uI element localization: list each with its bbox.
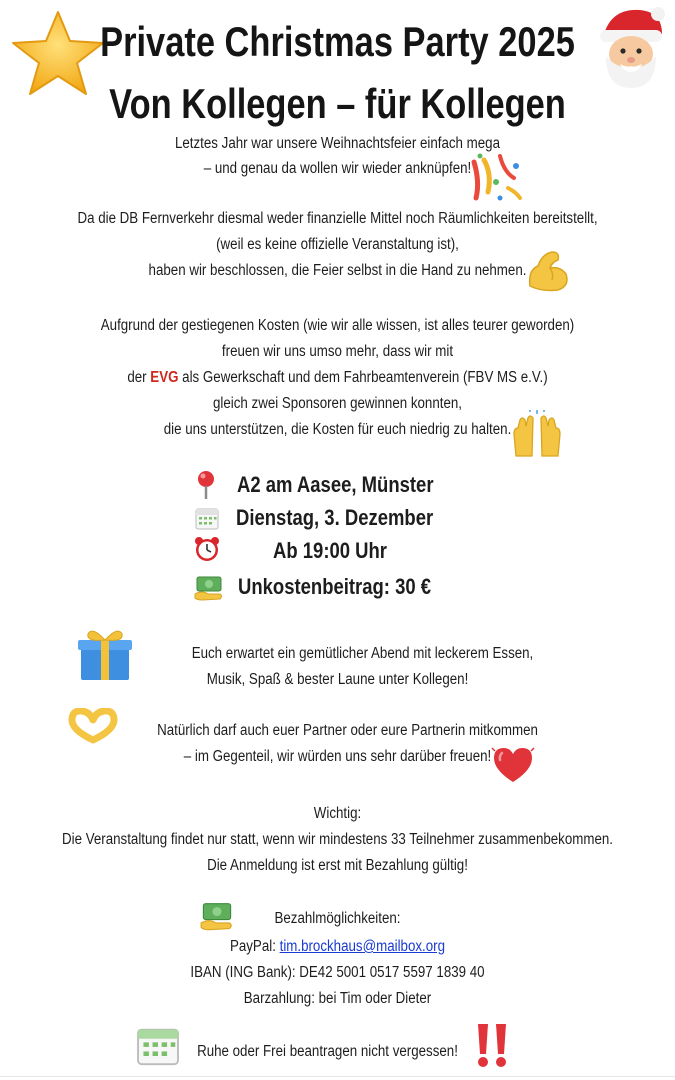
expect-line-2: Musik, Spaß & bester Laune unter Kollegen! xyxy=(206,671,469,688)
event-time: Ab 19:00 Uhr xyxy=(273,538,388,563)
paragraph2-line-3-suffix: als Gewerkschaft und dem Fahrbeamtenverein (FBV MS e.V.) xyxy=(182,369,548,386)
money-hand-icon xyxy=(194,572,224,602)
event-fee: Unkostenbeitrag: 30 € xyxy=(238,574,432,599)
paragraph2-line-2: freuen wir uns umso mehr, dass wir mit xyxy=(221,343,454,360)
intro-line-1: Letztes Jahr war unsere Weihnachtsfeier einfach mega xyxy=(174,135,501,152)
footer-reminder: Ruhe oder Frei beantragen nicht vergessen! xyxy=(197,1043,458,1060)
location-pin-icon xyxy=(194,470,218,500)
page-subtitle: Von Kollegen – für Kollegen xyxy=(109,80,566,127)
paragraph2-line-5: die uns unterstützen, die Kosten für euch niedrig zu halten. xyxy=(163,421,512,438)
important-line-2: Die Anmeldung ist erst mit Bezahlung gültig! xyxy=(207,857,468,874)
paragraph1-line-1: Da die DB Fernverkehr diesmal weder finanzielle Mittel noch Räumlichkeiten bereitstellt, xyxy=(77,210,598,227)
paragraph2-line-3 xyxy=(47,369,628,387)
heart-icon xyxy=(490,744,536,786)
payment-paypal-line xyxy=(47,938,628,956)
event-location: A2 am Aasee, Münster xyxy=(237,472,434,497)
important-line-1: Die Veranstaltung findet nur statt, wenn wir mindestens 33 Teilnehmer zusammenbekommen. xyxy=(61,831,614,848)
paragraph1-line-3: haben wir beschlossen, die Feier selbst in die Hand zu nehmen. xyxy=(148,262,527,279)
alarm-clock-icon xyxy=(193,535,221,563)
bottom-divider xyxy=(0,1076,675,1077)
payment-iban: IBAN (ING Bank): DE42 5001 0517 5597 1839 40 xyxy=(190,964,485,981)
partner-line-1: Natürlich darf auch euer Partner oder eure Partnerin mitkommen xyxy=(157,722,538,739)
raised-hands-icon xyxy=(508,410,566,460)
paragraph2-line-4: gleich zwei Sponsoren gewinnen konnten, xyxy=(213,395,462,412)
event-date: Dienstag, 3. Dezember xyxy=(236,505,434,530)
paragraph2-line-3-prefix: der xyxy=(127,369,147,386)
double-exclamation-icon xyxy=(472,1022,512,1070)
payment-heading: Bezahlmöglichkeiten: xyxy=(274,910,401,927)
evg-highlight: EVG xyxy=(150,369,179,386)
expect-line-1: Euch erwartet ein gemütlicher Abend mit leckerem Essen, xyxy=(191,645,534,662)
intro-line-2: – und genau da wollen wir wieder anknüpfen! xyxy=(203,160,472,177)
partner-line-2: – im Gegenteil, wir würden uns sehr darüber freuen! xyxy=(183,748,492,765)
paypal-email-link[interactable]: tim.brockhaus@mailbox.org xyxy=(279,938,446,955)
paypal-label: PayPal: xyxy=(229,938,276,955)
party-popper-icon xyxy=(470,152,524,202)
paragraph1-line-2: (weil es keine offizielle Veranstaltung ist), xyxy=(216,236,459,253)
paragraph2-line-1: Aufgrund der gestiegenen Kosten (wie wir alle wissen, ist alles teurer geworden) xyxy=(100,317,575,334)
calendar-icon xyxy=(195,506,219,530)
payment-cash: Barzahlung: bei Tim oder Dieter xyxy=(243,990,432,1007)
flexed-biceps-icon xyxy=(524,246,572,294)
important-heading: Wichtig: xyxy=(313,805,362,822)
page-title: Private Christmas Party 2025 xyxy=(100,18,575,65)
